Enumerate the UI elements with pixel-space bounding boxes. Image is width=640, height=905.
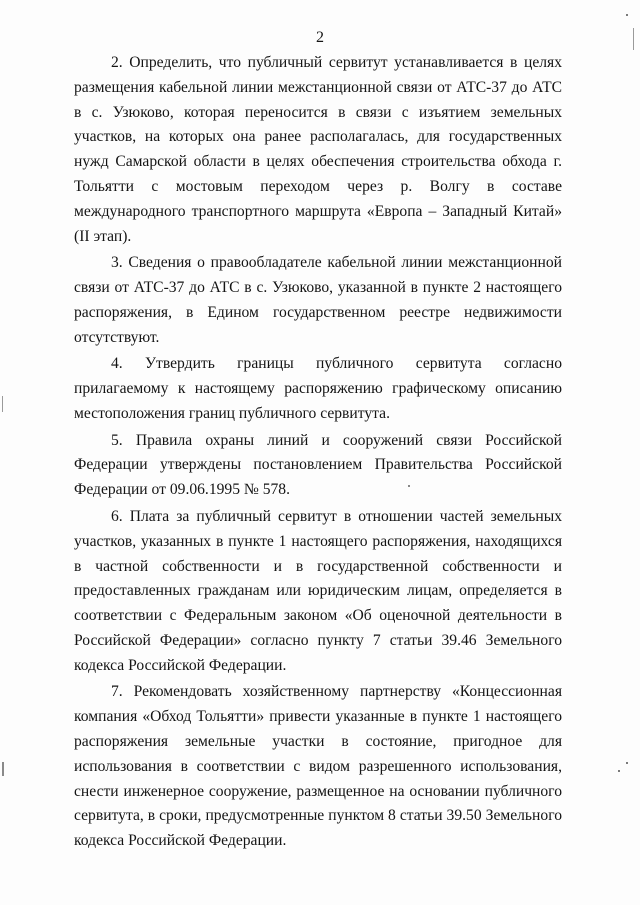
paragraph-7: 7. Рекомендовать хозяйственному партнерству «Концессионная компания «Обход Тольятти» привести указанные в пункте 1 настоящего распоряжения земельные участки в состояние, пригодное для использования в соответствии с видом разрешенного использования, снести инженерное сооружение, размещенное на основании публичного сервитута, в сроки, предусмотренные пунктом 8 статьи 39.50 Земельного кодекса Российской Федерации. [74, 683, 562, 850]
scan-edge-mark [2, 762, 4, 776]
scan-speck [626, 14, 628, 16]
scan-speck [618, 770, 620, 772]
scan-edge-mark [633, 28, 634, 50]
scan-edge-mark [2, 396, 3, 412]
scan-speck [408, 485, 410, 487]
scan-speck [626, 762, 628, 764]
paragraph-3: 3. Сведения о правообладателе кабельной линии межстанционной связи от АТС-37 до АТС в с. Узюково, указанной в пункте 2 настоящего распоряжения, в Едином государственном реестре недвижимости отсутствуют. [74, 254, 562, 346]
paragraph-6: 6. Плата за публичный сервитут в отношении частей земельных участков, указанных в пункте 1 настоящего распоряжения, находящихся в частной собственности и в государственной собственности и предоставленных гражданам или юридическим лицам, определяется в соответствии с Федеральным законом «Об оценочной деятельности в Российской Федерации» согласно пункту 7 статьи 39.46 Земельного кодекса Российской Федерации. [74, 507, 562, 674]
paragraph-4: 4. Утвердить границы публичного сервитута согласно прилагаемому к настоящему распоряжению графическому описанию местоположения границ публичного сервитута. [74, 355, 562, 422]
paragraph-5: 5. Правила охраны линий и сооружений связи Российской Федерации утверждены постановлением Правительства Российской Федерации от 09.06.1995 № 578. [74, 431, 562, 499]
paragraph-2: 2. Определить, что публичный сервитут устанавливается в целях размещения кабельной линии межстанционной связи от АТС-37 до АТС в с. Узюково, которая переносится в связи с изъятием земельных участков, на которых она ранее располагалась, для государственных нужд Самарской области в целях обеспечения строительства обхода г. Тольятти с мостовым переходом через р. Волгу в составе международного транспортного маршрута «Европа – Западный Китай» (II этап). [74, 54, 562, 245]
page-number: 2 [316, 29, 324, 46]
document-body [74, 51, 562, 856]
